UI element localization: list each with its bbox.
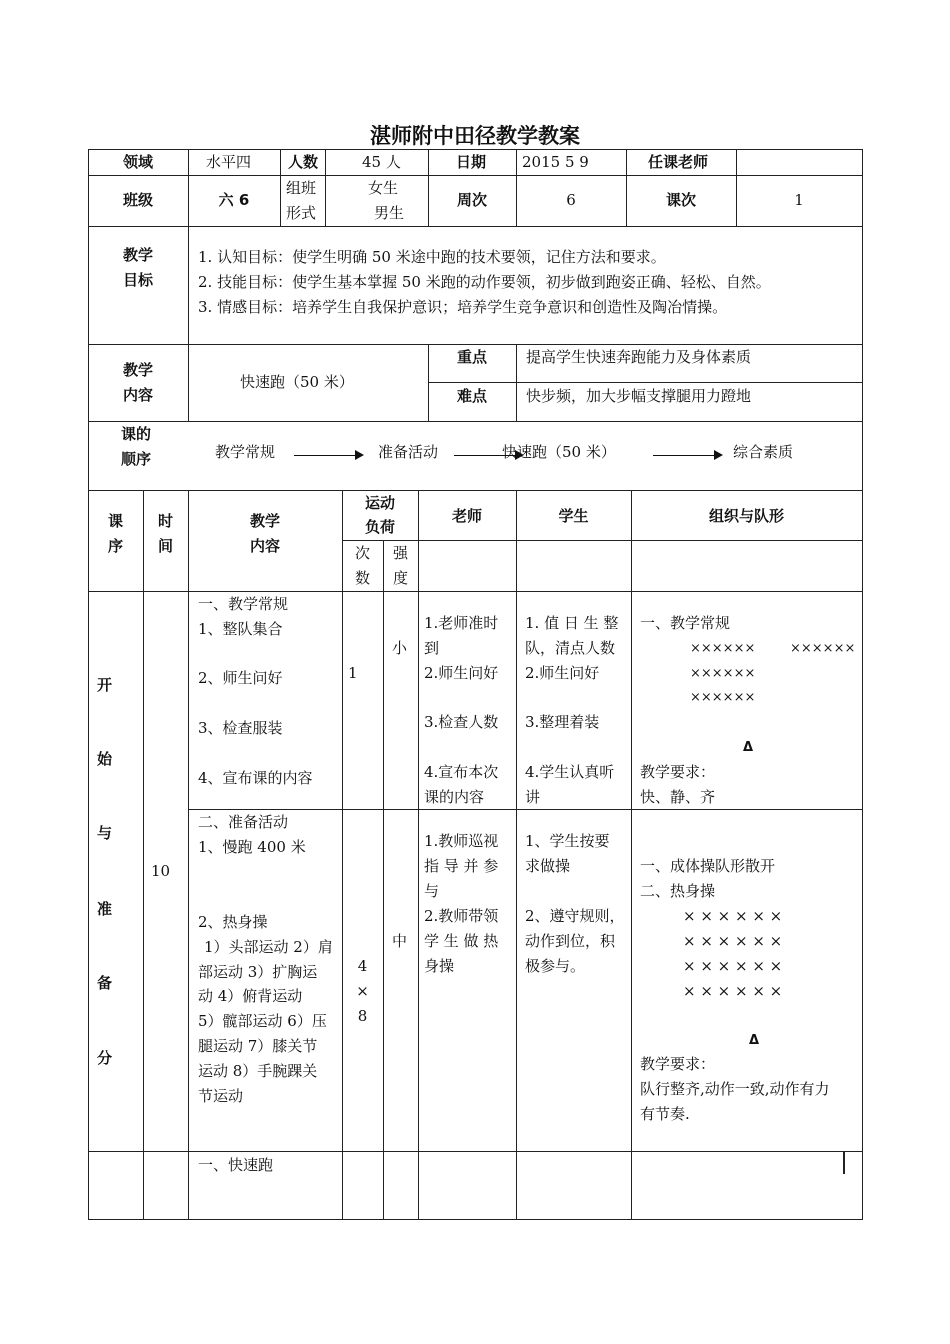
objective-item: 2. 技能目标：使学生基本掌握 50 米跑的动作要领，初步做到跑姿正确、轻松、自然。: [198, 273, 771, 291]
count-header-1: 次: [354, 544, 370, 562]
objective-item: 1. 认知目标：使学生明确 50 米途中跑的技术要领，记住方法和要求。: [198, 248, 666, 266]
routine-teacher: 1.老师准时: [424, 614, 499, 632]
warmup-count: 8: [357, 1007, 368, 1025]
teacher-label: 任课老师: [648, 153, 709, 171]
routine-org-heading: 一、教学常规: [640, 614, 731, 632]
field-value: 水平四: [206, 153, 252, 171]
routine-line: 4、宣布课的内容: [198, 769, 313, 787]
part-header-1: 课: [107, 512, 123, 530]
time-header-2: 间: [157, 537, 173, 555]
key-point-label: 重点: [456, 348, 487, 366]
content-value: 快速跑（50 米）: [240, 373, 354, 391]
sequence-step: 准备活动: [378, 443, 439, 461]
count-label: 人数: [288, 153, 319, 171]
warmup-req-value: 有节奏.: [640, 1105, 690, 1123]
part-header-2: 序: [107, 537, 123, 555]
content-header-1: 教学: [249, 512, 280, 530]
routine-line: 2、师生问好: [198, 669, 283, 687]
time-value: 10: [151, 862, 171, 880]
formation-row: × × × × × ×: [683, 907, 783, 925]
warmup-line: 1）头部运动 2）肩: [204, 938, 333, 956]
arrow-icon: [653, 455, 721, 456]
warmup-teacher: 指 导 并 参: [424, 857, 499, 875]
routine-teacher: 4.宣布本次: [424, 763, 499, 781]
routine-line: 1、整队集合: [198, 620, 283, 638]
warmup-line: 5）髋部运动 6）压: [198, 1012, 327, 1030]
student-header: 学生: [558, 507, 589, 525]
week-value: 6: [566, 191, 576, 209]
arrow-icon: [294, 455, 362, 456]
class-value: 六 6: [218, 191, 250, 209]
intensity-header-1: 强: [392, 544, 408, 562]
part-char: 与: [97, 824, 113, 842]
key-point-value: 提高学生快速奔跑能力及身体素质: [526, 348, 752, 366]
class-label: 班级: [122, 191, 153, 209]
content-label-2: 内容: [122, 386, 153, 404]
part-char: 始: [97, 750, 113, 768]
warmup-line: 动 4）俯背运动: [198, 987, 303, 1005]
teacher-position-icon: Δ: [743, 740, 754, 755]
formation-row: × × × × × ×: [683, 982, 783, 1000]
formation-row: × × × × × ×: [683, 957, 783, 975]
date-label: 日期: [456, 153, 487, 171]
field-label: 领域: [122, 153, 153, 171]
date-value: 2015 5 9: [522, 153, 589, 171]
routine-req-value: 快、静、齐: [640, 788, 716, 806]
warmup-org-line: 一、成体操队形散开: [640, 857, 776, 875]
lesson-label: 课次: [665, 191, 696, 209]
warmup-line: 1、慢跑 400 米: [198, 838, 306, 856]
part-char: 准: [97, 900, 113, 918]
warmup-teacher: 学 生 做 热: [424, 932, 499, 950]
warmup-student: 2、遵守规则，: [525, 907, 625, 925]
sequence-label-2: 顺序: [121, 450, 152, 468]
content-label-1: 教学: [122, 361, 153, 379]
warmup-req-label: 教学要求：: [640, 1055, 716, 1073]
warmup-line: 部运动 3）扩胸运: [198, 963, 318, 981]
warmup-teacher: 与: [424, 882, 440, 900]
sprint-line: 一、快速跑: [198, 1156, 274, 1174]
warmup-teacher: 身操: [424, 957, 455, 975]
lesson-value: 1: [794, 191, 804, 209]
formation-row: ××××××: [690, 666, 756, 681]
routine-student: 讲: [525, 788, 541, 806]
formation-row: × × × × × ×: [683, 932, 783, 950]
difficulty-label: 难点: [456, 387, 487, 405]
group-value-1: 女生: [368, 179, 399, 197]
group-label-2: 形式: [286, 204, 317, 222]
warmup-student: 1、学生按要: [525, 832, 610, 850]
part-char: 备: [97, 974, 113, 992]
routine-req-label: 教学要求：: [640, 763, 716, 781]
routine-line: 一、教学常规: [198, 595, 289, 613]
intensity-header-2: 度: [392, 569, 408, 587]
formation-row: ××××××: [790, 641, 856, 656]
formation-row: ××××××: [690, 641, 756, 656]
part-char: 分: [97, 1049, 113, 1067]
sequence-step: 教学常规: [215, 443, 276, 461]
time-header-1: 时: [157, 512, 173, 530]
warmup-line: 二、准备活动: [198, 813, 289, 831]
sequence-step: 快速跑（50 米）: [502, 443, 616, 461]
objective-item: 3. 情感目标：培养学生自我保护意识；培养学生竞争意识和创造性及陶冶情操。: [198, 298, 728, 316]
warmup-intensity: 中: [392, 932, 408, 950]
group-value-2: 男生: [374, 204, 405, 222]
routine-intensity: 小: [392, 639, 408, 657]
organization-header: 组织与队形: [708, 507, 784, 525]
teacher-position-icon: Δ: [749, 1033, 760, 1048]
routine-teacher: 到: [424, 639, 440, 657]
warmup-student: 动作到位，积: [525, 932, 616, 950]
warmup-line: 节运动: [198, 1087, 244, 1105]
routine-student: 2.师生问好: [525, 664, 600, 682]
warmup-line: 运动 8）手腕踝关: [198, 1062, 318, 1080]
warmup-req-value: 队行整齐,动作一致,动作有力: [640, 1080, 830, 1098]
routine-student: 4.学生认真听: [525, 763, 615, 781]
warmup-count: 4: [357, 957, 368, 975]
warmup-count: ×: [356, 982, 369, 1000]
routine-teacher: 课的内容: [424, 788, 485, 806]
routine-student: 1. 值 日 生 整: [525, 614, 619, 632]
warmup-student: 极参与。: [525, 957, 586, 975]
group-label-1: 组班: [286, 179, 317, 197]
objectives-label-1: 教学: [122, 246, 153, 264]
content-header-2: 内容: [249, 537, 280, 555]
count-header-2: 数: [354, 569, 370, 587]
part-char: 开: [97, 676, 113, 694]
routine-student: 3.整理着装: [525, 713, 600, 731]
routine-count: 1: [348, 664, 358, 682]
routine-line: 3、检查服装: [198, 719, 283, 737]
difficulty-value: 快步频，加大步幅支撑腿用力蹬地: [526, 387, 752, 405]
warmup-org-line: 二、热身操: [640, 882, 716, 900]
sequence-step: 综合素质: [733, 443, 794, 461]
routine-student: 队，清点人数: [525, 639, 616, 657]
warmup-teacher: 1.教师巡视: [424, 832, 499, 850]
sequence-label-1: 课的: [121, 425, 152, 443]
warmup-line: 腿运动 7）膝关节: [198, 1037, 318, 1055]
page-title: 湛师附中田径教学教案: [370, 124, 580, 148]
formation-row: ××××××: [690, 690, 756, 705]
routine-teacher: 3.检查人数: [424, 713, 499, 731]
week-label: 周次: [456, 191, 487, 209]
objectives-label-2: 目标: [122, 271, 153, 289]
count-value: 45 人: [362, 153, 401, 171]
load-header-2: 负荷: [364, 518, 395, 536]
load-header-1: 运动: [364, 494, 395, 512]
routine-teacher: 2.师生问好: [424, 664, 499, 682]
warmup-student: 求做操: [525, 857, 571, 875]
teacher-header: 老师: [451, 507, 482, 525]
warmup-teacher: 2.教师带领: [424, 907, 499, 925]
warmup-line: 2、热身操: [198, 913, 268, 931]
